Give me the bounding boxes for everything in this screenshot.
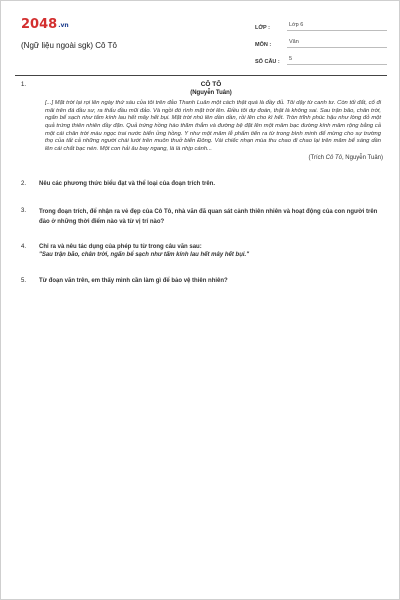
question-4: [17, 243, 383, 260]
question-3: [17, 207, 383, 227]
source-prefix: (Trích: [308, 154, 324, 161]
meta-label: SỐ CÂU :: [255, 59, 280, 65]
logo-text: 2048: [21, 17, 58, 32]
meta-value: Lớp 6: [287, 22, 387, 31]
question-2: [17, 180, 383, 188]
meta-label: LỚP :: [255, 25, 270, 31]
question-text: Chỉ ra và nêu tác dụng của phép tu từ trong câu văn sau:: [39, 243, 202, 250]
question-1: [17, 81, 383, 162]
passage-title: CÔ TÔ: [200, 81, 222, 88]
passage-author: (Nguyễn Tuân): [190, 90, 232, 97]
passage-source: [39, 154, 383, 162]
question-text: Nêu các phương thức biểu đạt và thể loại của đoạn trích trên.: [39, 181, 215, 188]
document-title: (Ngữ liệu ngoài sgk) Cô Tô: [21, 41, 117, 50]
header-divider: [15, 75, 387, 76]
source-work: Cô Tô: [325, 154, 342, 161]
question-number: 4.: [21, 243, 27, 250]
question-number: 3.: [21, 207, 27, 214]
question-number: 2.: [21, 181, 27, 188]
logo-suffix: .vn: [58, 22, 69, 29]
meta-label: MÔN :: [255, 42, 272, 48]
meta-row-subject: [255, 34, 387, 48]
questions-list: [17, 81, 383, 286]
meta-info: [255, 17, 387, 68]
source-suffix: , Nguyễn Tuân): [341, 154, 383, 161]
question-number: 5.: [21, 278, 27, 285]
question-text: Từ đoạn văn trên, em thấy mình cần làm gì để bảo vệ thiên nhiên?: [39, 278, 228, 285]
meta-row-class: [255, 17, 387, 31]
site-logo[interactable]: [21, 17, 69, 32]
passage-text: [...] Mặt trời lại rọi lên ngày thứ sáu của tôi trên đảo Thanh Luân một cách thật quá là đầy đủ. Tôi dậy từ canh tư. Còn tối đất, cố đi mãi trên đá đầu sư, ra thấu đầu mũi đảo. Và ngồi đó rình mặt trời lên. Điều tôi dự đoán, thật là không sai. Sau trận bão, chân trời, ngấn bể sạch như tấm kính lau hết mây hết bụi. Mặt trời nhú lên dần dần, rồi lên cho kì hết. Tròn trĩnh phúc hậu như lòng đỏ một quả trứng thiên nhiên đầy đặn. Quả trứng hồng hào thăm thẳm và đường bệ đặt lên một mâm bạc đường kính mâm rộng bằng cả một cái chân trời màu ngọc trai nước biển ửng hồng. Y như một mâm lễ phẩm tiến ra từ trong bình minh để mừng cho sự trường thọ của tất cả những người chài lưới trên muôn thuở biển Đông. Vài chiếc nhạn mùa thu chao đi chao lại trên mâm bể sáng dần lên cái chất bạc nén. Một con hải âu bay ngang, là là nhịp cánh...: [45, 99, 381, 153]
question-number: 1.: [21, 82, 27, 88]
question-5: [17, 277, 383, 285]
question-quote: "Sau trận bão, chân trời, ngấn bể sạch như tấm kính lau hết mây hết bụi.": [39, 251, 250, 258]
meta-row-question-count: [255, 51, 387, 65]
worksheet-header: [15, 11, 387, 73]
meta-value: 5: [287, 56, 387, 65]
meta-value: Văn: [287, 39, 387, 48]
question-text: Trong đoạn trích, để nhận ra vẻ đẹp của Cô Tô, nhà văn đã quan sát cảnh thiên nhiên và hoạt động của con người trên đảo ở những thời điểm nào và từ vị trí nào?: [39, 208, 378, 225]
